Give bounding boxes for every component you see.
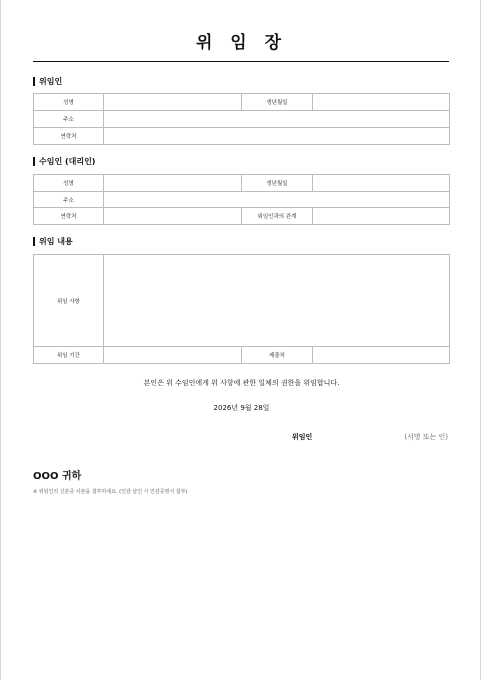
principal-contact-label: 연락처 [34, 128, 104, 145]
delegation-period-field[interactable] [104, 347, 242, 364]
agent-relation-field[interactable] [313, 208, 450, 225]
title-divider [33, 61, 449, 62]
agent-contact-label: 연락처 [34, 208, 104, 225]
agent-address-label: 주소 [34, 192, 104, 208]
table-row [34, 255, 450, 347]
principal-birth-label: 생년월일 [242, 94, 313, 111]
section-marker [33, 157, 35, 166]
footnote: ※ 위임인의 신분증 사본을 첨부하세요. (인감 날인 시 인감증명서 첨부) [33, 489, 188, 495]
delegation-table [33, 254, 450, 364]
table-row [34, 347, 450, 364]
table-row [34, 94, 450, 111]
document-date: 2026년 9월 28일 [213, 404, 270, 412]
agent-name-label: 성명 [34, 175, 104, 192]
principal-contact-field[interactable] [104, 128, 450, 145]
recipient: OOO 귀하 [33, 471, 82, 482]
section-heading-agent [33, 156, 95, 167]
table-row [34, 128, 450, 145]
principal-name-field[interactable] [104, 94, 242, 111]
table-row [34, 175, 450, 192]
table-row [34, 111, 450, 128]
signature-field[interactable]: (서명 또는 인) [404, 433, 448, 441]
table-row [34, 208, 450, 225]
delegation-matter-label: 위임 사항 [34, 255, 104, 347]
section-title: 위임인 [39, 77, 63, 86]
principal-table [33, 93, 450, 145]
section-marker [33, 77, 35, 86]
section-marker [33, 237, 35, 246]
delegation-submit-to-field[interactable] [313, 347, 450, 364]
delegation-matter-field[interactable] [104, 255, 450, 347]
section-title: 위임 내용 [39, 237, 73, 246]
agent-contact-field[interactable] [104, 208, 242, 225]
document-title: 위 임 장 [195, 33, 288, 53]
agent-name-field[interactable] [104, 175, 242, 192]
principal-name-label: 성명 [34, 94, 104, 111]
agent-relation-label: 위임인과의 관계 [242, 208, 313, 225]
agent-birth-field[interactable] [313, 175, 450, 192]
principal-address-field[interactable] [104, 111, 450, 128]
section-title: 수임인 (대리인) [39, 157, 96, 166]
section-heading-principal [33, 76, 62, 87]
delegation-statement: 본인은 위 수임인에게 위 사항에 관한 일체의 권한을 위임합니다. [143, 379, 340, 387]
principal-address-label: 주소 [34, 111, 104, 128]
delegation-submit-to-label: 제출처 [242, 347, 313, 364]
signer-label: 위임인 [292, 433, 313, 441]
section-heading-delegation [33, 236, 73, 247]
delegation-period-label: 위임 기간 [34, 347, 104, 364]
agent-table [33, 174, 450, 225]
agent-address-field[interactable] [104, 192, 450, 208]
agent-birth-label: 생년월일 [242, 175, 313, 192]
table-row [34, 192, 450, 208]
principal-birth-field[interactable] [313, 94, 450, 111]
